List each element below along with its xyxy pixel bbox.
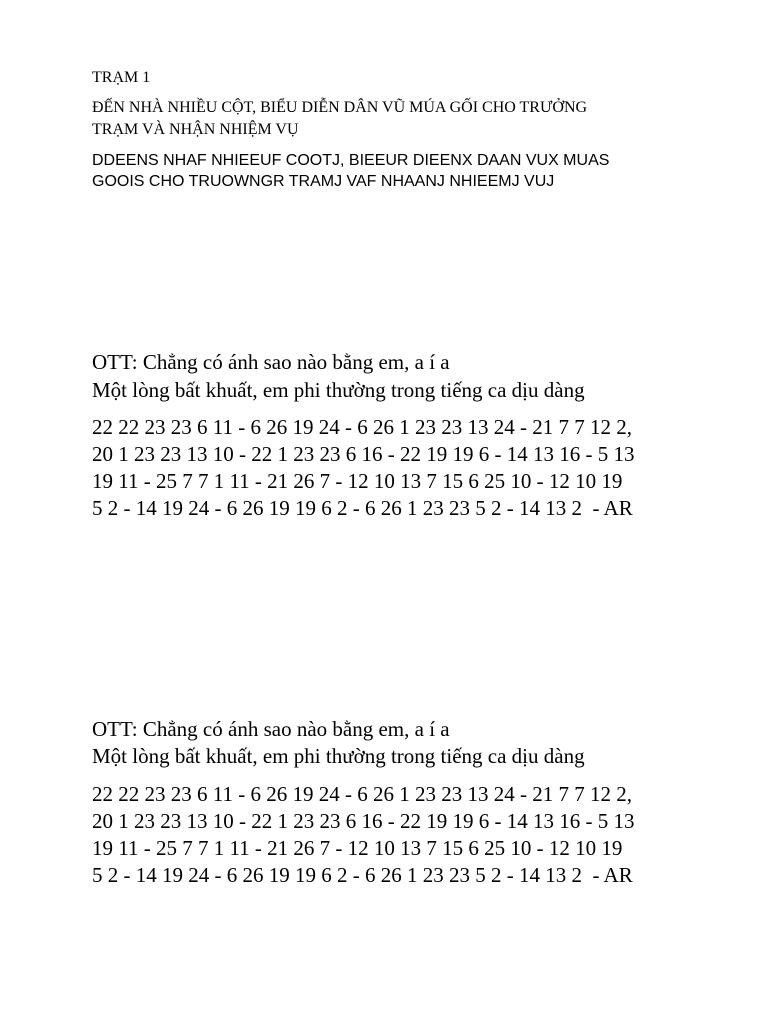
station-title: TRẠM 1 (92, 69, 151, 86)
ott-line-2: Một lòng bất khuất, em phi thường trong tiếng ca dịu dàng (92, 744, 585, 768)
instruction-telex-line-2: GOOIS CHO TRUOWNGR TRAMJ VAF NHAANJ NHIEEMJ VUJ (92, 173, 555, 190)
code-line-4: 5 2 - 14 19 24 - 6 26 19 19 6 2 - 6 26 1 23 23 5 2 - 14 13 2 - AR (92, 863, 633, 887)
ott-line-1: OTT: Chẳng có ánh sao nào bằng em, a í a (92, 717, 450, 741)
code-line-3: 19 11 - 25 7 7 1 11 - 21 26 7 - 12 10 13 7 15 6 25 10 - 12 10 19 (92, 836, 623, 860)
code-line-4: 5 2 - 14 19 24 - 6 26 19 19 6 2 - 6 26 1 23 23 5 2 - 14 13 2 - AR (92, 496, 633, 520)
instruction-vn-line-2: TRẠM VÀ NHẬN NHIỆM VỤ (92, 121, 299, 138)
ott-line-1: OTT: Chẳng có ánh sao nào bằng em, a í a (92, 350, 450, 374)
code-line-1: 22 22 23 23 6 11 - 6 26 19 24 - 6 26 1 23 23 13 24 - 21 7 7 12 2, (92, 415, 632, 439)
code-line-3: 19 11 - 25 7 7 1 11 - 21 26 7 - 12 10 13 7 15 6 25 10 - 12 10 19 (92, 469, 623, 493)
code-line-2: 20 1 23 23 13 10 - 22 1 23 23 6 16 - 22 19 19 6 - 14 13 16 - 5 13 (92, 809, 635, 833)
code-line-2: 20 1 23 23 13 10 - 22 1 23 23 6 16 - 22 19 19 6 - 14 13 16 - 5 13 (92, 442, 635, 466)
ott-line-2: Một lòng bất khuất, em phi thường trong tiếng ca dịu dàng (92, 378, 585, 402)
instruction-telex-line-1: DDEENS NHAF NHIEEUF COOTJ, BIEEUR DIEENX DAAN VUX MUAS (92, 152, 610, 169)
instruction-vn-line-1: ĐẾN NHÀ NHIỀU CỘT, BIỂU DIỄN DÂN VŨ MÚA GỐI CHO TRƯỞNG (92, 99, 588, 116)
code-line-1: 22 22 23 23 6 11 - 6 26 19 24 - 6 26 1 23 23 13 24 - 21 7 7 12 2, (92, 782, 632, 806)
